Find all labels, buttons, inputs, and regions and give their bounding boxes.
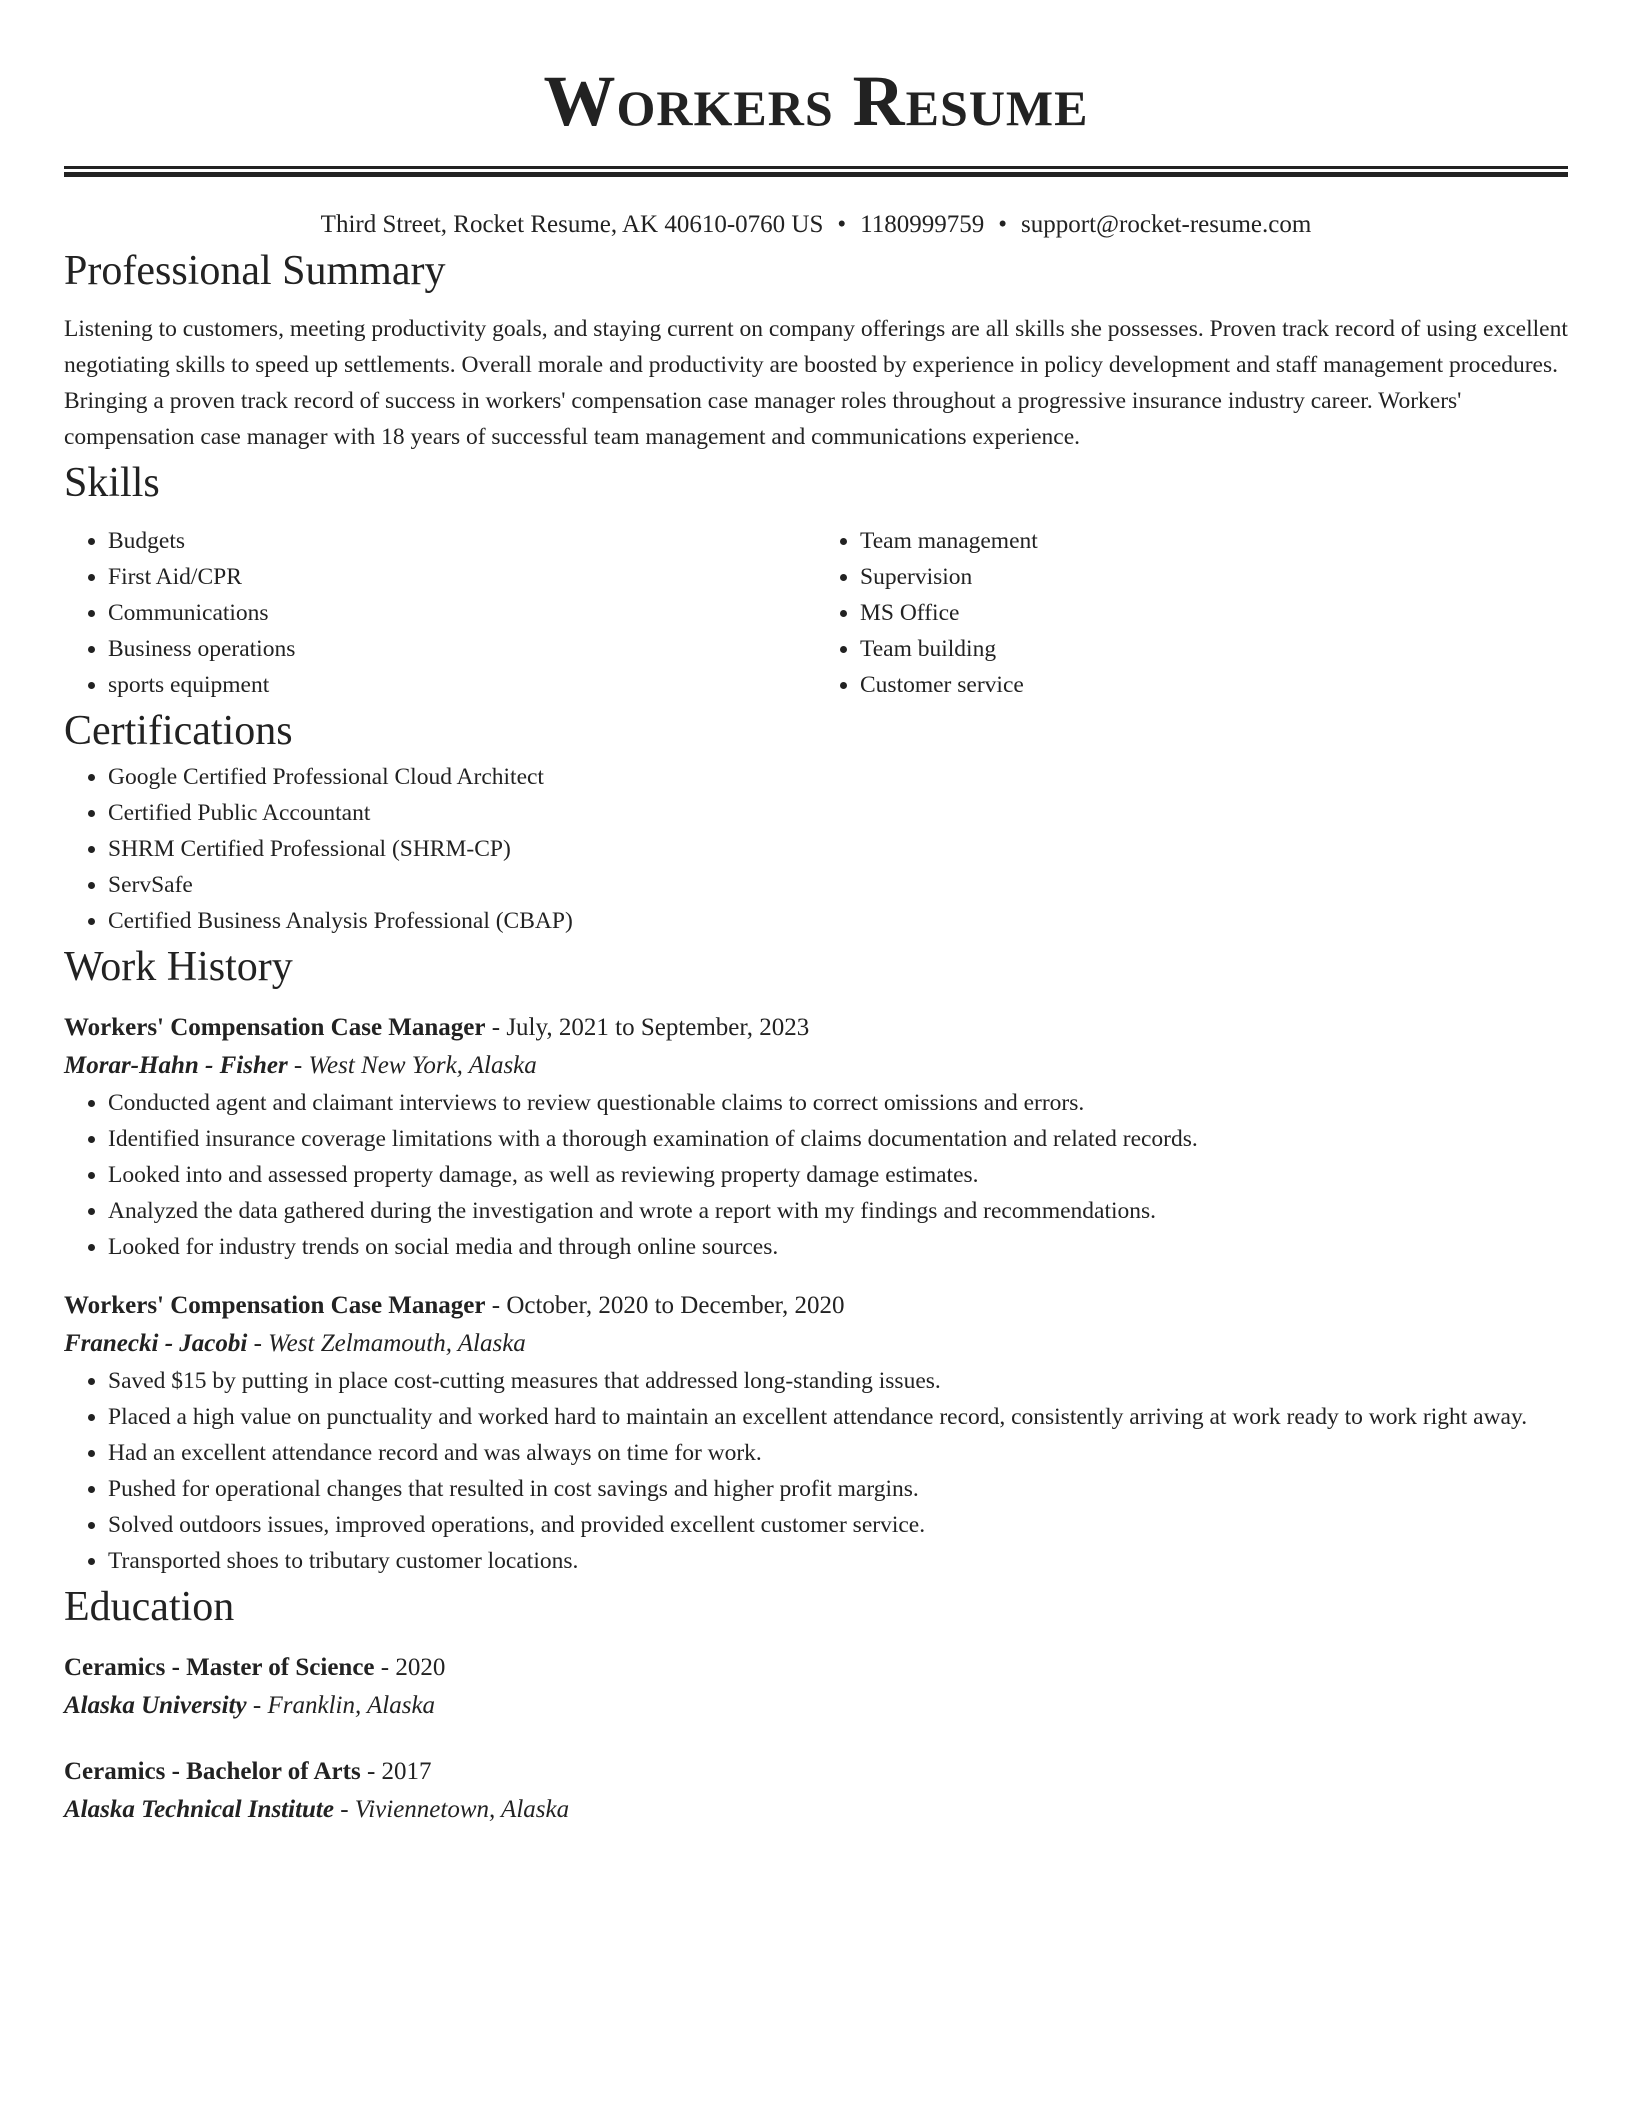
job-employer-line	[64, 1325, 1568, 1363]
job-duty-item: • Looked into and assessed property damage, as well as reviewing property damage estimates.	[108, 1157, 1568, 1193]
skill-item: • Team building	[860, 631, 1568, 667]
education-school-line	[64, 1687, 1568, 1725]
skill-item: • Budgets	[108, 523, 816, 559]
contact-line	[64, 207, 1568, 243]
education-location: - Franklin, Alaska	[246, 1692, 436, 1719]
job-duty-item: • Looked for industry trends on social media and through online sources.	[108, 1229, 1568, 1265]
resume-name: Workers Resume	[543, 61, 1089, 141]
job-role: Workers' Compensation Case Manager	[64, 1014, 486, 1041]
education-heading	[64, 1649, 1568, 1687]
certification-item: • SHRM Certified Professional (SHRM-CP)	[108, 831, 1568, 867]
skill-item: • Customer service	[860, 667, 1568, 703]
header-double-rule	[64, 166, 1568, 177]
job-duty-item: • Analyzed the data gathered during the investigation and wrote a report with my findings and recommendations.	[108, 1193, 1568, 1229]
skills-list-right	[816, 523, 1568, 703]
job-entry	[64, 1287, 1568, 1579]
summary-text: Listening to customers, meeting productivity goals, and staying current on company offerings are all skills she possesses. Proven track record of using excellent negotiating skills to speed up settlements. Overall morale and productivity are boosted by experience in policy development and staff management procedures. Bringing a proven track record of success in workers' compensation case manager roles throughout a progressive insurance industry career. Workers' compensation case manager with 18 years of successful team management and communications experience.	[64, 316, 1568, 450]
certification-item: • Certified Public Accountant	[108, 795, 1568, 831]
job-company: Franecki - Jacobi	[64, 1330, 248, 1357]
education-degree: Ceramics - Bachelor of Arts	[64, 1758, 361, 1785]
job-company: Morar-Hahn - Fisher	[64, 1052, 288, 1079]
job-dates: - October, 2020 to December, 2020	[485, 1292, 845, 1319]
certification-item: • ServSafe	[108, 867, 1568, 903]
job-location: - West New York, Alaska	[287, 1052, 537, 1079]
education-heading	[64, 1753, 1568, 1791]
job-duties-list	[64, 1085, 1568, 1265]
contact-separator: •	[837, 211, 847, 238]
skill-item: • Supervision	[860, 559, 1568, 595]
job-duty-item: • Transported shoes to tributary customer locations.	[108, 1543, 1568, 1579]
education-year: - 2017	[360, 1758, 432, 1785]
section-title-work-history: Work History	[64, 944, 293, 990]
education-school-line	[64, 1791, 1568, 1829]
skills-columns	[64, 523, 1568, 703]
contact-address: Third Street, Rocket Resume, AK 40610-0760 US	[320, 211, 824, 238]
job-entry	[64, 1009, 1568, 1265]
education-location: - Viviennetown, Alaska	[333, 1796, 570, 1823]
skill-item: • Business operations	[108, 631, 816, 667]
section-title-certifications: Certifications	[64, 708, 293, 754]
education-year: - 2020	[374, 1654, 446, 1681]
education-degree: Ceramics - Master of Science	[64, 1654, 375, 1681]
education-entry	[64, 1649, 1568, 1725]
job-duty-item: • Solved outdoors issues, improved operations, and provided excellent customer service.	[108, 1507, 1568, 1543]
section-title-education: Education	[64, 1584, 235, 1630]
skills-list-left	[64, 523, 816, 703]
job-duty-item: • Conducted agent and claimant interviews to review questionable claims to correct omissions and errors.	[108, 1085, 1568, 1121]
certifications-list	[64, 759, 1568, 939]
skill-item: • sports equipment	[108, 667, 816, 703]
job-role: Workers' Compensation Case Manager	[64, 1292, 486, 1319]
job-employer-line	[64, 1047, 1568, 1085]
job-heading	[64, 1009, 1568, 1047]
education-school: Alaska University	[64, 1692, 247, 1719]
skill-item: • First Aid/CPR	[108, 559, 816, 595]
certification-item: • Google Certified Professional Cloud Architect	[108, 759, 1568, 795]
contact-email: support@rocket-resume.com	[1021, 211, 1312, 238]
job-duty-item: • Identified insurance coverage limitations with a thorough examination of claims documentation and related records.	[108, 1121, 1568, 1157]
skill-item: • Communications	[108, 595, 816, 631]
contact-separator: •	[998, 211, 1008, 238]
job-heading	[64, 1287, 1568, 1325]
contact-phone: 1180999759	[860, 211, 985, 238]
job-duty-item: • Saved $15 by putting in place cost-cutting measures that addressed long-standing issues.	[108, 1363, 1568, 1399]
skill-item: • Team management	[860, 523, 1568, 559]
section-title-skills: Skills	[64, 460, 160, 506]
job-duty-item: • Placed a high value on punctuality and worked hard to maintain an excellent attendance record, consistently arriving at work ready to work right away.	[108, 1399, 1568, 1435]
job-location: - West Zelmamouth, Alaska	[247, 1330, 526, 1357]
job-duties-list	[64, 1363, 1568, 1579]
job-duty-item: • Pushed for operational changes that resulted in cost savings and higher profit margins.	[108, 1471, 1568, 1507]
skill-item: • MS Office	[860, 595, 1568, 631]
education-school: Alaska Technical Institute	[64, 1796, 334, 1823]
certification-item: • Certified Business Analysis Professional (CBAP)	[108, 903, 1568, 939]
job-duty-item: • Had an excellent attendance record and was always on time for work.	[108, 1435, 1568, 1471]
job-dates: - July, 2021 to September, 2023	[485, 1014, 810, 1041]
education-entry	[64, 1753, 1568, 1829]
section-title-summary: Professional Summary	[64, 248, 446, 294]
